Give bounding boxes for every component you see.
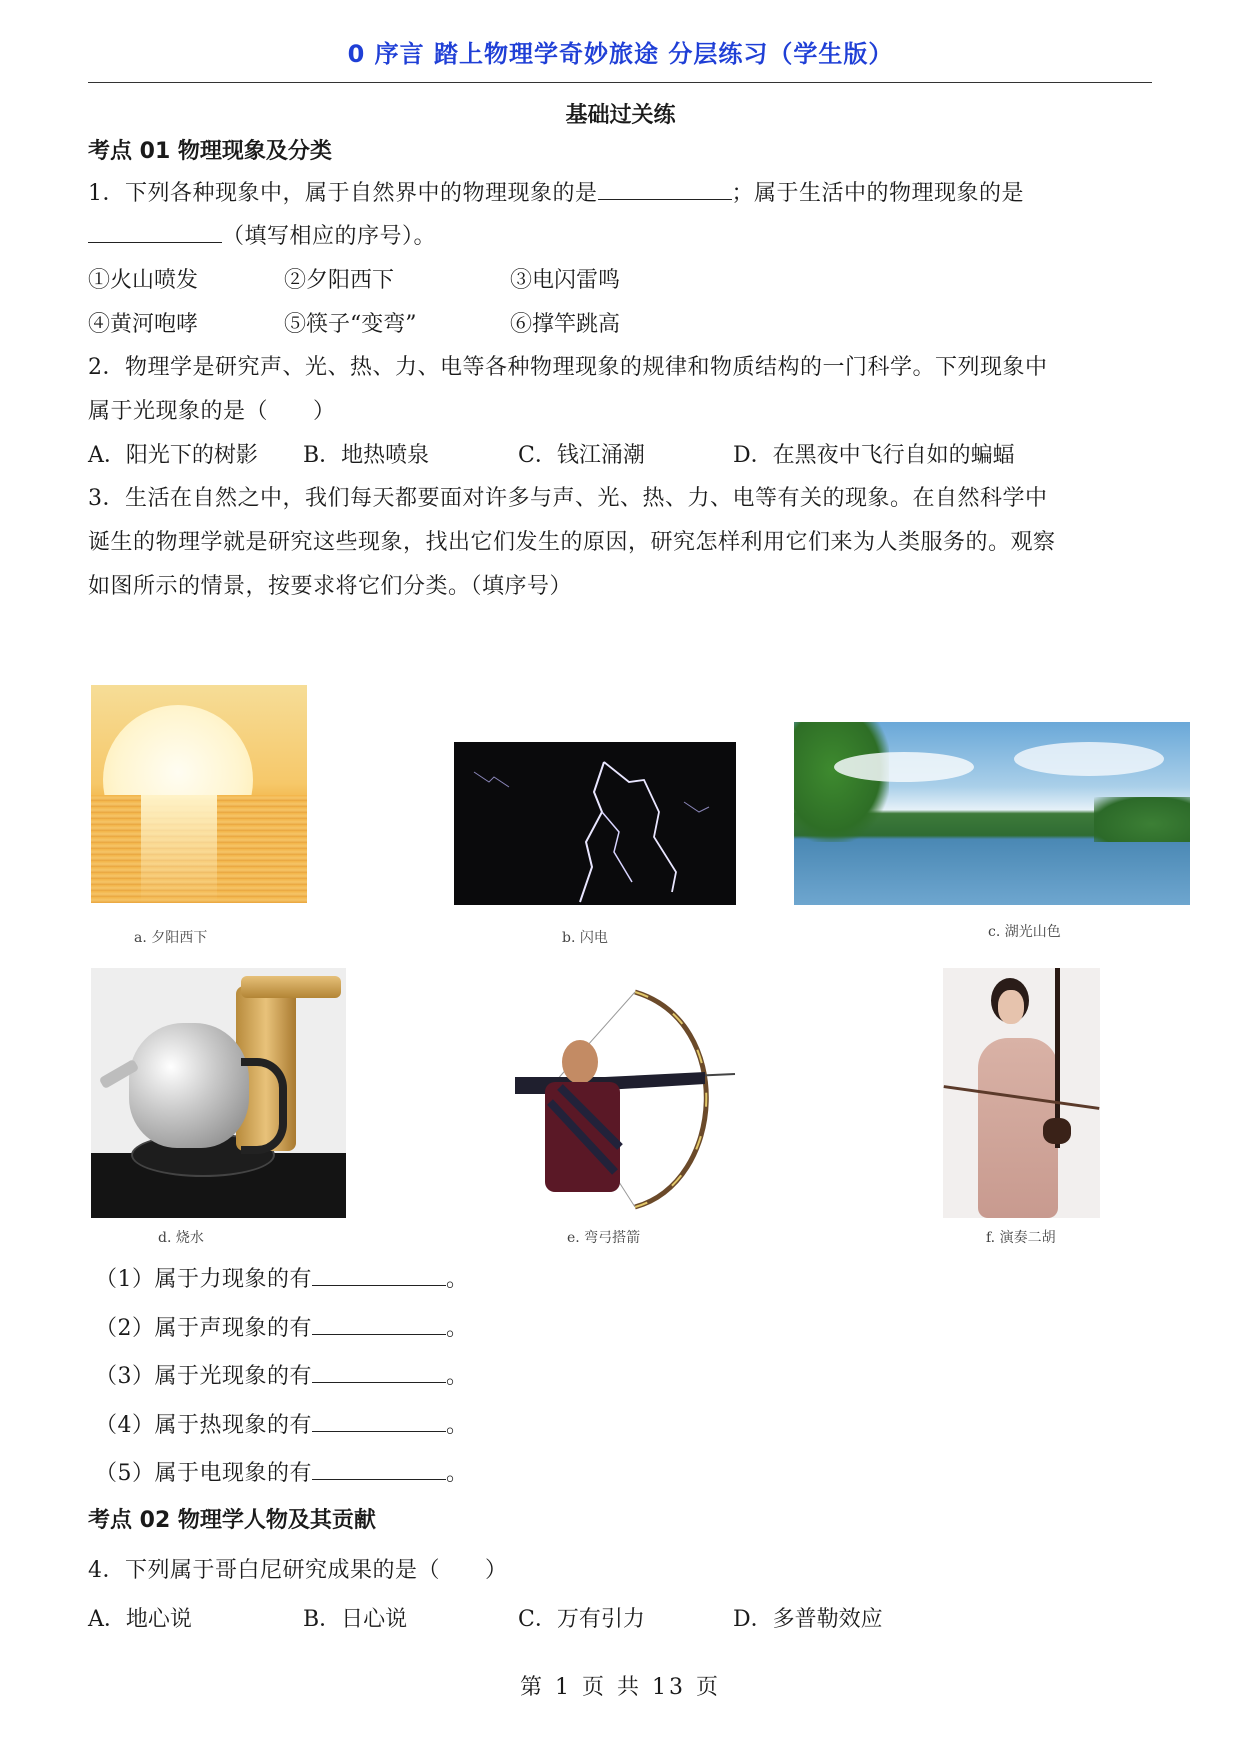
q1-option-6: ⑥撑竿跳高 [510, 312, 621, 337]
q1-text-a: 1．下列各种现象中，属于自然界中的物理现象的是 [88, 181, 598, 206]
q1-blank-2[interactable] [88, 220, 222, 243]
q1-option-3: ③电闪雷鸣 [510, 268, 621, 293]
caption-a: a. 夕阳西下 [134, 930, 208, 946]
q2-line1: 2．物理学是研究声、光、热、力、电等各种物理现象的规律和物质结构的一门科学。下列现象中 [88, 355, 1048, 380]
q3-sub-1-text: （1）属于力现象的有 [95, 1267, 312, 1292]
kp1-title: 考点 01 物理现象及分类 [88, 139, 332, 164]
q3-sub-1 [95, 1262, 469, 1293]
q1-text-c: （填写相应的序号）。 [222, 224, 437, 249]
q2-option-a: A．阳光下的树影 [88, 443, 258, 468]
q3-line3: 如图所示的情景，按要求将它们分类。（填序号） [88, 574, 573, 599]
q3-sub-4-blank[interactable] [312, 1409, 446, 1432]
q3-sub-2-text: （2）属于声现象的有 [95, 1316, 312, 1341]
q1-line1 [88, 176, 1024, 207]
section-title: 基础过关练 [565, 103, 676, 128]
q2-option-d: D．在黑夜中飞行自如的蝙蝠 [733, 443, 1015, 468]
header-divider [88, 82, 1152, 83]
q3-sub-5 [95, 1456, 469, 1487]
q4-line1: 4．下列属于哥白尼研究成果的是（ ） [88, 1558, 508, 1583]
q3-sub-3 [95, 1359, 469, 1390]
q1-option-4: ④黄河咆哮 [88, 312, 199, 337]
q3-sub-4 [95, 1408, 469, 1439]
figure-lake-image [794, 722, 1190, 905]
bow-and-arrow-icon [485, 982, 753, 1218]
q4-option-b: B．日心说 [303, 1607, 408, 1632]
document-header-title: 0 序言 踏上物理学奇妙旅途 分层练习（学生版） [347, 40, 894, 68]
q1-text-b: ；属于生活中的物理现象的是 [731, 181, 1025, 206]
q1-blank-1[interactable] [598, 177, 732, 200]
q3-sub-2-end: 。 [446, 1316, 469, 1341]
q1-option-1: ①火山喷发 [88, 268, 199, 293]
caption-e: e. 弯弓搭箭 [567, 1230, 641, 1246]
q2-option-b: B．地热喷泉 [303, 443, 430, 468]
q3-sub-3-text: （3）属于光现象的有 [95, 1364, 312, 1389]
q3-sub-5-end: 。 [446, 1461, 469, 1486]
q3-line1: 3．生活在自然之中，我们每天都要面对许多与声、光、热、力、电等有关的现象。在自然科学中 [88, 486, 1048, 511]
q3-sub-4-text: （4）属于热现象的有 [95, 1413, 312, 1438]
figure-erhu-image [943, 968, 1100, 1218]
q1-line2 [88, 219, 436, 250]
q4-option-c: C．万有引力 [518, 1607, 645, 1632]
q3-sub-4-end: 。 [446, 1413, 469, 1438]
q3-sub-3-blank[interactable] [312, 1360, 446, 1383]
page-footer: 第 1 页 共 13 页 [520, 1675, 721, 1700]
figure-sunset-image [91, 685, 307, 903]
q3-sub-2-blank[interactable] [312, 1312, 446, 1335]
kp2-title: 考点 02 物理学人物及其贡献 [88, 1508, 376, 1533]
q2-line2: 属于光现象的是（ ） [88, 399, 336, 424]
figure-lightning-image [454, 742, 736, 905]
q3-sub-5-blank[interactable] [312, 1457, 446, 1480]
q3-sub-3-end: 。 [446, 1364, 469, 1389]
q4-option-a: A．地心说 [88, 1607, 192, 1632]
q3-line2: 诞生的物理学就是研究这些现象，找出它们发生的原因，研究怎样利用它们来为人类服务的。观察 [88, 530, 1056, 555]
q1-option-2: ②夕阳西下 [284, 268, 395, 293]
caption-c: c. 湖光山色 [988, 924, 1061, 940]
q2-option-c: C．钱江涌潮 [518, 443, 645, 468]
lightning-bolt-icon [454, 742, 736, 905]
caption-d: d. 烧水 [158, 1230, 204, 1246]
figure-kettle-image [91, 968, 346, 1218]
q3-sub-1-blank[interactable] [312, 1263, 446, 1286]
q4-option-d: D．多普勒效应 [733, 1607, 883, 1632]
q3-sub-1-end: 。 [446, 1267, 469, 1292]
figure-archer-image [485, 982, 753, 1218]
caption-f: f. 演奏二胡 [986, 1230, 1056, 1246]
q3-sub-2 [95, 1311, 469, 1342]
caption-b: b. 闪电 [562, 930, 608, 946]
q1-option-5: ⑤筷子“变弯” [284, 312, 417, 337]
q3-sub-5-text: （5）属于电现象的有 [95, 1461, 312, 1486]
